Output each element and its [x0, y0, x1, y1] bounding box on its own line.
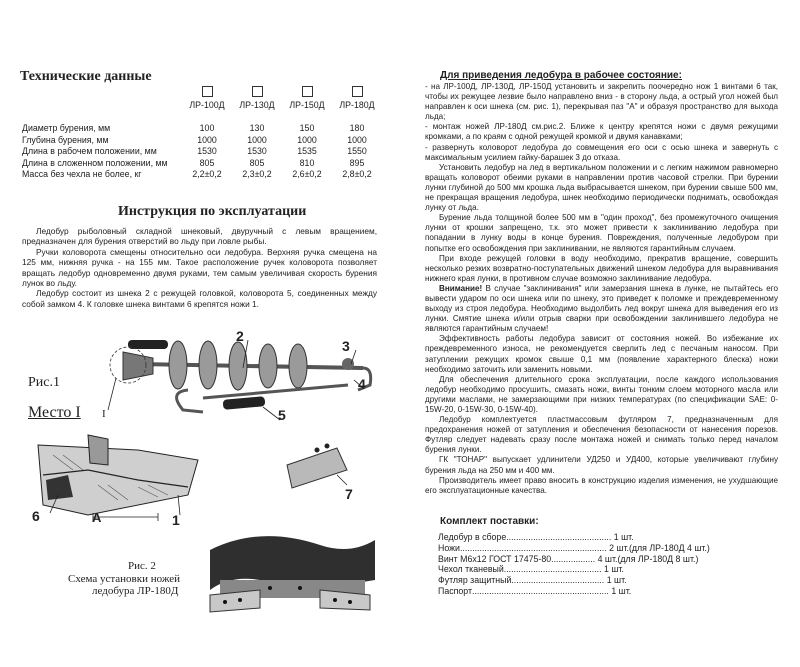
- specs-table: [20, 86, 382, 180]
- callout-A: А: [92, 510, 102, 525]
- cell: 150: [299, 123, 315, 134]
- callout-7: 7: [345, 486, 353, 502]
- paragraph: Бурение льда толщиной более 500 мм в "один проход", без промежуточного очищения лунки от крошки запрещено, т.к. это может привести к заклиниванию ледобура при попадании в лунку воды в конце бурения. Повреждения, полученные ледобуром при попытке его освобождения при заклинивании, не являются гарантийным случаем.: [425, 213, 778, 253]
- kit-item-note: (для ЛР-180Д 8 шт.): [617, 553, 699, 564]
- cell: 1530: [197, 146, 217, 157]
- cell: 895: [349, 157, 365, 168]
- paragraph: - монтаж ножей ЛР-180Д см.рис.2. Ближе к центру крепятся ножи с двумя режущими кромками, а по краям с одной режущей кромкой и двумя канавками;: [425, 122, 778, 142]
- detail-label: Место I: [28, 404, 81, 421]
- paragraph: ГК "ТОНАР" выпускает удлинители УД250 и УД400, которые увеличивают глубину бурения льда на 250 мм и 400 мм.: [425, 455, 778, 475]
- specs-title: Технические данные: [20, 69, 152, 84]
- kit-item-dots: ......................................: [511, 575, 605, 586]
- row-label: Диаметр бурения, мм: [22, 123, 111, 134]
- paragraph: При входе режущей головки в воду необходимо, прекратив вращение, совершить несколько резких возвратно-поступательных движений шнеком ледобура для выравнивания нижнего края лунки, в противном случае возможно заклинивание ледобура.: [425, 253, 778, 283]
- kit-item-name: Ледобур в сборе: [438, 532, 507, 542]
- paragraph: Ледобур комплектуется пластмассовым футляром 7, предназначенным для предохранения ножей от затупления и обеспечения безопасности от нанесения порезов. Футляр следует надевать сразу после монтажа ножей и снимать только перед началом бурения лунки.: [425, 415, 778, 455]
- fig2-label: Рис. 2: [128, 560, 156, 572]
- model-header: ЛР-130Д: [239, 100, 275, 110]
- cell: 1550: [347, 146, 367, 157]
- cell: 805: [199, 157, 215, 168]
- kit-list: [438, 532, 710, 597]
- kit-title: Комплект поставки:: [440, 516, 539, 527]
- list-item: [438, 554, 710, 565]
- cell: 1535: [297, 146, 317, 157]
- paragraph: [425, 284, 778, 334]
- cell: 100: [199, 123, 215, 134]
- kit-item-dots: ........................................................: [472, 585, 609, 596]
- list-item: [438, 586, 710, 597]
- kit-item-dots: ........................................: [503, 564, 602, 575]
- paragraph: Производитель имеет право вносить в конструкцию изделия изменения, не ухудшающие его эксплуатационные качества.: [425, 475, 778, 495]
- kit-item-qty: 1 шт.: [606, 575, 627, 586]
- callout-2: 2: [236, 328, 244, 344]
- knife-mounting-photo: [200, 520, 380, 615]
- cell: 1530: [247, 146, 267, 157]
- checkbox: [182, 86, 232, 99]
- model-header: ЛР-180Д: [339, 100, 375, 110]
- callout-3: 3: [342, 338, 350, 354]
- paragraph: Ледобур состоит из шнека 2 с режущей головкой, коловорота 5, соединенных между собой замком 4. К головке шнека винтами 6 крепятся ножи 1.: [22, 288, 377, 309]
- kit-item-dots: ...........................................: [506, 532, 612, 542]
- right-title: Для приведения ледобура в рабочее состояние:: [440, 70, 682, 81]
- cell: 1000: [197, 134, 217, 145]
- kit-item-qty: 2 шт.: [609, 542, 629, 553]
- kit-item-dots: ..................: [551, 553, 596, 564]
- specs-checkbox-row: [20, 86, 382, 99]
- kit-item-name: Чехол тканевый: [438, 564, 504, 575]
- cell: 2,2±0,2: [192, 169, 222, 180]
- checkbox: [282, 86, 332, 99]
- instructions-body: [22, 226, 377, 309]
- cell: 130: [249, 123, 265, 134]
- list-item: [438, 575, 710, 586]
- right-body: [425, 82, 778, 496]
- fig1-label: Рис.1: [28, 375, 60, 390]
- cell: 1000: [297, 134, 317, 145]
- instructions-title: Инструкция по эксплуатации: [118, 204, 307, 219]
- kit-item-name: Ножи: [438, 542, 460, 553]
- table-row: [20, 157, 382, 169]
- kit-item-name: Футляр защитный: [438, 575, 512, 586]
- row-label: Длина в сложенном положении, мм: [22, 157, 168, 168]
- paragraph: - развернуть коловорот ледобура до совмещения его оси с осью шнека и завернуть с максимальным усилием гайку-барашек 3 до отказа.: [425, 142, 778, 162]
- attention-label: Внимание!: [439, 283, 483, 293]
- kit-item-name: Винт М6х12 ГОСТ 17475-80: [438, 553, 552, 564]
- model-header: ЛР-150Д: [289, 100, 325, 110]
- table-row: [20, 169, 382, 181]
- cell: 805: [249, 157, 265, 168]
- kit-item-qty: 1 шт.: [613, 532, 634, 542]
- cell: 180: [349, 123, 365, 134]
- list-item: [438, 543, 710, 554]
- kit-item-dots: ............................................................: [459, 542, 607, 553]
- fig2-caption: Схема установки ножей: [68, 573, 181, 585]
- paragraph: Ручки коловорота смещены относительно оси ледобура. Верхняя ручка смещена на 125 мм, нижняя ручка - на 155 мм. Такое расположение ручек коловорота позволяет вращать ледобур одновременно двумя руками, тем самым увеличивая скорость бурения лунок во льду.: [22, 246, 377, 289]
- kit-item-qty: 4 шт.: [597, 553, 618, 564]
- paragraph: Для обеспечения длительного срока эксплуатации, после каждого использования ледобур необходимо просушить, смазать ножи, винты тонким слоем моторного масла или другими маслами, не замерзающими при низких температурах (по спецификации SAE: 0-15W-20, 0-15W-30, 0-15W-40).: [425, 374, 778, 414]
- row-label: Длина в рабочем положении, мм: [22, 146, 157, 157]
- paragraph: Эффективность работы ледобура зависит от состояния ножей. Во избежание их преждевременного износа, не рекомендуется сверлить лед с песчаным наносом. При затуплении режущих кромок свыше 0,1 мм (появление характерного блеска) ножи необходимо заточить или заменить новыми.: [425, 334, 778, 374]
- callout-4: 4: [358, 376, 366, 392]
- cell: 2,6±0,2: [292, 169, 322, 180]
- specs-model-row: [20, 99, 382, 111]
- list-item: [438, 532, 710, 543]
- list-item: [438, 564, 710, 575]
- callout-I: I: [102, 408, 106, 420]
- cell: 2,3±0,2: [242, 169, 272, 180]
- kit-item-qty: 1 шт.: [603, 564, 624, 575]
- cutting-head-detail-drawing: [28, 425, 208, 525]
- paragraph: Установить ледобур на лед в вертикальном положении и с легким нажимом равномерно вращать коловорот обеими руками в направлении против часовой стрелки. При бурении лунки глубиной до 500 мм крошка льда выбрасывается шнеком, при бурении свыше 500 мм, не прекращая вращения ледобура, шнек необходимо периодически поднимать, освобождая лунку от льда.: [425, 162, 778, 213]
- table-row: [20, 123, 382, 135]
- fig2-caption: ледобура ЛР-180Д: [92, 585, 179, 597]
- kit-item-qty: 1 шт.: [611, 585, 632, 596]
- kit-item-note: (для ЛР-180Д 4 шт.): [628, 542, 710, 553]
- table-row: [20, 146, 382, 158]
- checkbox: [332, 86, 382, 99]
- paragraph: Ледобур рыболовный складной шнековый, двуручный с левым вращением, предназначен для бурения отверстий во льду при ловле рыбы.: [22, 226, 377, 247]
- callout-5: 5: [278, 407, 286, 423]
- table-row: [20, 134, 382, 146]
- callout-6: 6: [32, 508, 40, 524]
- cell: 2,8±0,2: [342, 169, 372, 180]
- specs-table-wrap: [20, 86, 382, 180]
- row-label: Глубина бурения, мм: [22, 134, 109, 145]
- cell: 810: [299, 157, 315, 168]
- callout-1: 1: [172, 512, 180, 528]
- cell: 1000: [347, 134, 367, 145]
- paragraph: - на ЛР-100Д, ЛР-130Д, ЛР-150Д установить и закрепить поочередно нож 1 винтами 6 так, чтобы их режущее лезвие было направлено вниз - в сторону льда, а острый угол ножей был направлен к оси шнека (см. рис. 1), перекрывая паз "А" и образуя пространство для выхода льда;: [425, 82, 778, 122]
- row-label: Масса без чехла не более, кг: [22, 169, 142, 180]
- paragraph-text: В случае "заклинивания" или замерзания шнека в лунке, не пытайтесь его вывести ударом по оси шнека или по шнеку, это приведет к поломке и преждевременному выходу из строя ледобура. Необходимо выдолбить лед вокруг шнека для выведения его из лунки. Смятие шнека и/или отрыв сварки при освобождении заклинившего ледобура не являются гарантийным случаем!: [425, 283, 778, 334]
- kit-item-name: Паспорт: [438, 585, 472, 596]
- model-header: ЛР-100Д: [189, 100, 225, 110]
- cell: 1000: [247, 134, 267, 145]
- checkbox: [232, 86, 282, 99]
